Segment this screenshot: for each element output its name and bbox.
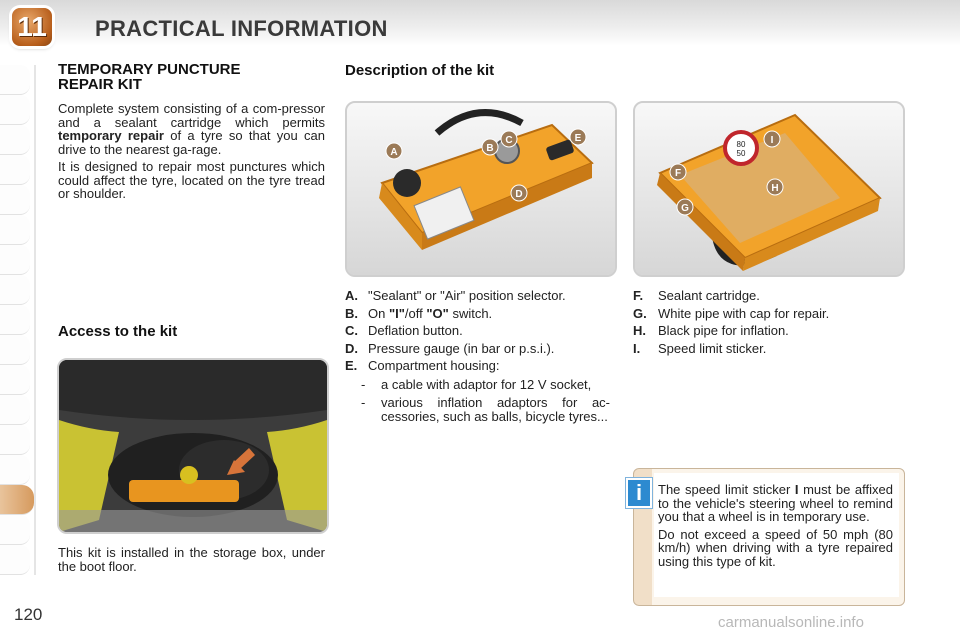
figure-label-e: E	[574, 133, 582, 144]
intro-paragraph-2: It is designed to repair most punctures which could affect the tyre, located on the tyre tread or shoulder.	[58, 159, 325, 201]
chapter-tab[interactable]	[0, 545, 30, 575]
chapter-badge: 11	[12, 8, 52, 46]
figure-label-i: I	[770, 135, 774, 146]
speed-sticker-bottom: 50	[736, 149, 746, 158]
page-number: 120	[14, 605, 43, 624]
kit-photo-cartridge	[633, 101, 905, 277]
chapter-tab[interactable]	[0, 365, 30, 395]
figure-label-d: D	[515, 189, 523, 200]
sub-list-item: - a cable with adaptor for 12 V socket,	[361, 376, 592, 392]
chapter-tab[interactable]	[0, 155, 30, 185]
description-heading: Description of the kit	[345, 62, 495, 79]
list-item: H. Black pipe for inflation.	[633, 323, 789, 338]
page-title: PRACTICAL INFORMATION	[95, 16, 388, 41]
kit-photo-compressor	[345, 101, 617, 277]
info-icon: i	[626, 478, 652, 508]
list-item: G. White pipe with cap for repair.	[633, 305, 830, 321]
list-item: C. Deflation button.	[345, 323, 463, 338]
sub-list-item: - various inflation adaptors for ac-cessories, such as balls, bicycle tyres...	[361, 395, 610, 424]
list-item: D. Pressure gauge (in bar or p.s.i.).	[345, 340, 555, 356]
chapter-tab[interactable]	[0, 305, 30, 335]
list-item: I. Speed limit sticker.	[633, 340, 767, 356]
list-item: E. Compartment housing:	[345, 358, 500, 373]
chapter-tab[interactable]	[0, 65, 30, 95]
access-text: This kit is installed in the storage box, under the boot floor.	[58, 545, 325, 574]
chapter-tab[interactable]	[0, 215, 30, 245]
list-item: F. Sealant cartridge.	[633, 288, 760, 303]
info-box	[633, 468, 905, 606]
chapter-tab[interactable]	[0, 395, 30, 425]
chapter-tab[interactable]	[0, 185, 30, 215]
boot-photo	[57, 358, 329, 534]
chapter-tab[interactable]	[0, 125, 30, 155]
chapter-tab[interactable]	[0, 335, 30, 365]
list-item: A. "Sealant" or "Air" position selector.	[345, 288, 566, 303]
chapter-tab[interactable]	[0, 515, 30, 545]
chapter-tab[interactable]	[0, 425, 30, 455]
info-paragraph-1: The speed limit sticker I must be affixed to the vehicle's steering wheel to remind you that a wheel is in temporary use.	[658, 482, 893, 524]
section-intro	[58, 62, 325, 205]
figure-label-g: G	[681, 203, 689, 214]
chapter-tab-active[interactable]	[0, 485, 34, 515]
description-list-right	[633, 287, 898, 357]
figure-label-b: B	[486, 143, 494, 154]
figure-label-c: C	[505, 135, 513, 146]
chapter-tab[interactable]	[0, 275, 30, 305]
chapter-tab[interactable]	[0, 455, 30, 485]
info-paragraph-2: Do not exceed a speed of 50 mph (80 km/h) when driving with a tyre repaired using this type of kit.	[658, 526, 893, 569]
watermark: carmanualsonline.info	[718, 614, 864, 631]
speed-sticker-top: 80	[736, 140, 746, 149]
access-heading: Access to the kit	[58, 323, 178, 340]
info-box-body	[654, 473, 899, 597]
chapter-tab[interactable]	[0, 95, 30, 125]
list-item: B. On "I"/off "O" switch.	[345, 305, 493, 321]
figure-label-h: H	[771, 183, 779, 194]
description-list-left	[345, 287, 610, 428]
intro-paragraph: Complete system consisting of a com-pressor and a sealant cartridge which permits temporary repair of a tyre so that you can drive to the nearest ga-rage.	[58, 101, 326, 157]
figure-label-f: F	[674, 168, 682, 179]
figure-label-a: A	[390, 147, 398, 158]
chapter-tabs	[0, 65, 36, 575]
chapter-tab[interactable]	[0, 245, 30, 275]
section-heading: TEMPORARY PUNCTURE REPAIR KIT	[58, 61, 241, 93]
